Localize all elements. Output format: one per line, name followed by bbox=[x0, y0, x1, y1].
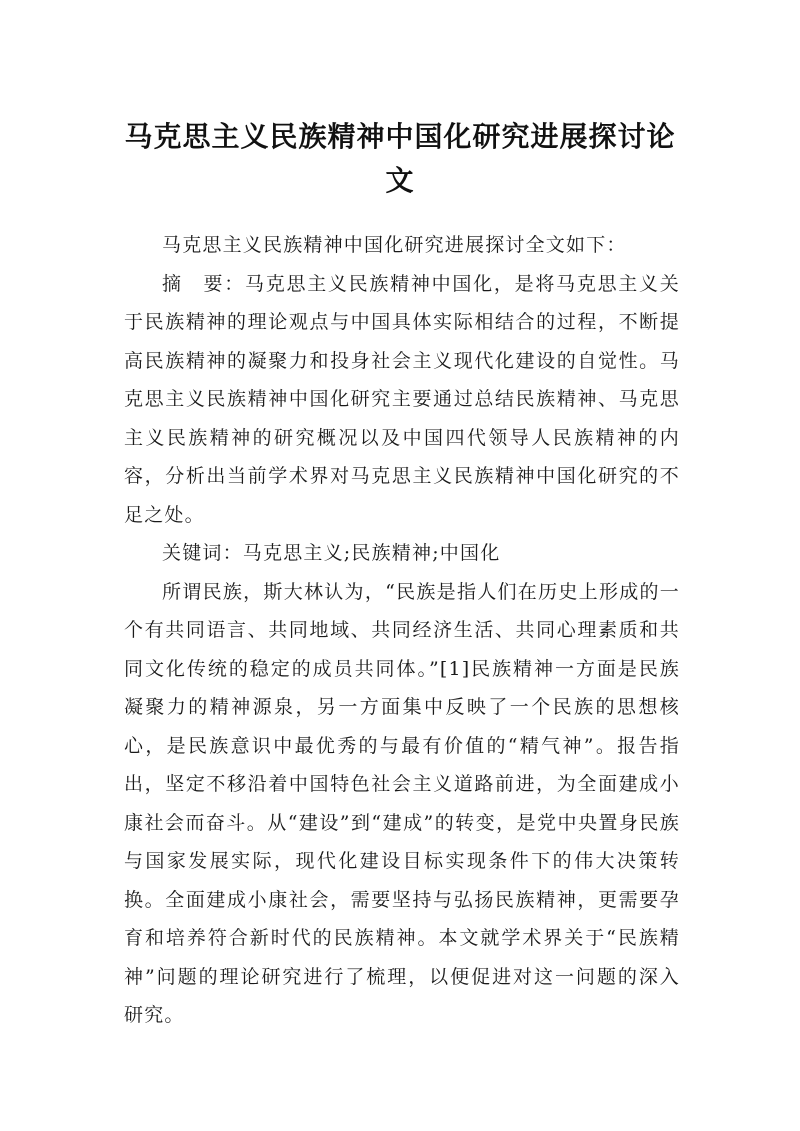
abstract-paragraph: 摘 要：马克思主义民族精神中国化，是将马克思主义关于民族精神的理论观点与中国具体实际相结合的过程，不断提高民族精神的凝聚力和投身社会主义现代化建设的自觉性。马克思主义民族精神中国化研究主要通过总结民族精神、马克思主义民族精神的研究概况以及中国四代领导人民族精神的内容，分析出当前学术界对马克思主义民族精神中国化研究的不足之处。 bbox=[124, 272, 680, 526]
intro-paragraph: 马克思主义民族精神中国化研究进展探讨全文如下： bbox=[162, 234, 627, 256]
main-paragraph: 所谓民族，斯大林认为，“民族是指人们在历史上形成的一个有共同语言、共同地域、共同经济生活、共同心理素质和共同文化传统的稳定的成员共同体。”[1]民族精神一方面是民族凝聚力的精神源泉，另一方面集中反映了一个民族的思想核心，是民族意识中最优秀的与最有价值的“精气神”。报告指出，坚定不移沿着中国特色社会主义道路前进，为全面建成小康社会而奋斗。从“建设”到“建成”的转变，是党中央置身民族与国家发展实际，现代化建设目标实现条件下的伟大决策转换。全面建成小康社会，需要坚持与弘扬民族精神，更需要孕育和培养符合新时代的民族精神。本文就学术界关于“民族精神”问题的理论研究进行了梳理，以便促进对这一问题的深入研究。 bbox=[124, 580, 680, 1026]
document-body bbox=[124, 226, 680, 1035]
document-title: 马克思主义民族精神中国化研究进展探讨论文 bbox=[124, 119, 676, 197]
keywords-paragraph: 关键词：马克思主义;民族精神;中国化 bbox=[162, 542, 501, 564]
